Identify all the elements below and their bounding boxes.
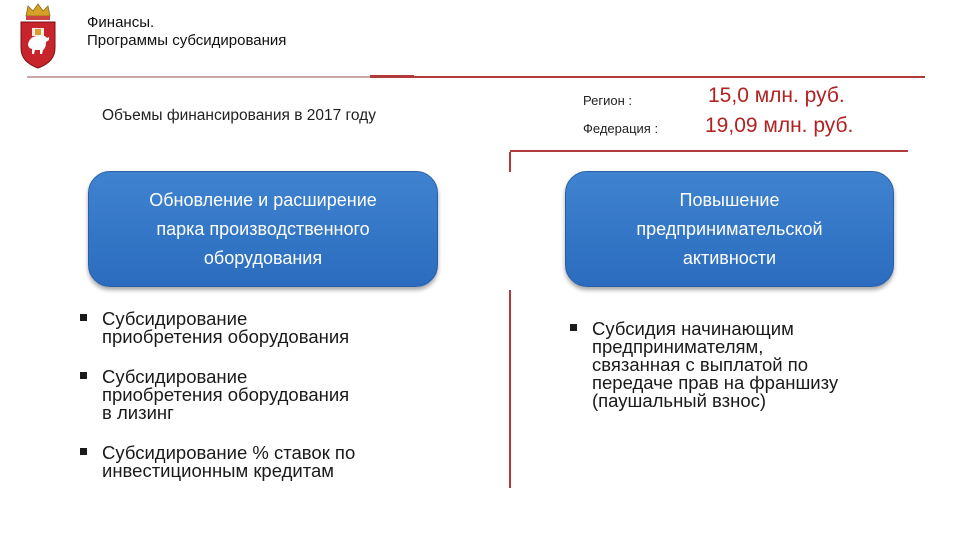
entrepreneurship-box — [565, 171, 894, 287]
region-label: Регион : — [583, 93, 632, 108]
center-divider-top — [509, 152, 511, 172]
entrepreneur-subsidy-list — [568, 320, 898, 410]
entrepreneurship-box-line1: Повышение — [679, 189, 780, 210]
federation-label: Федерация : — [583, 121, 659, 136]
region-amount: 15,0 млн. руб. — [708, 84, 845, 107]
entrepreneurship-box-line3: активности — [682, 247, 777, 268]
coat-of-arms-icon — [18, 2, 58, 70]
equipment-renewal-box — [88, 171, 438, 287]
bullet-icon — [80, 372, 87, 379]
equipment-box-line1: Обновление и расширение — [149, 189, 377, 210]
bullet-icon — [80, 448, 87, 455]
entrepreneurship-box-line2: предпринимательской — [636, 218, 823, 239]
header-divider — [27, 76, 925, 78]
page-title-line2: Программы субсидирования — [87, 32, 287, 49]
bullet-icon — [570, 324, 577, 331]
equipment-box-line3: оборудования — [203, 247, 323, 268]
equipment-box-line2: парка производственного — [156, 218, 370, 239]
federation-amount: 19,09 млн. руб. — [705, 114, 854, 137]
list-item: Субсидия начинающим предпринимателям, связанная с выплатой по передаче прав на франшизу (паушальный взнос) — [568, 320, 898, 410]
page-title — [87, 14, 286, 50]
header-divider-accent — [370, 75, 414, 78]
equipment-subsidy-list — [78, 310, 478, 480]
center-divider-bottom — [509, 290, 511, 488]
list-item: Субсидирование % ставок по инвестиционным кредитам — [78, 444, 478, 480]
funding-divider — [510, 150, 908, 152]
funding-title: Объемы финансирования в 2017 году — [102, 107, 376, 124]
list-item: Субсидирование приобретения оборудования — [78, 310, 478, 346]
page-title-line1: Финансы. — [87, 14, 155, 31]
bullet-icon — [80, 314, 87, 321]
list-item: Субсидирование приобретения оборудования в лизинг — [78, 368, 478, 422]
